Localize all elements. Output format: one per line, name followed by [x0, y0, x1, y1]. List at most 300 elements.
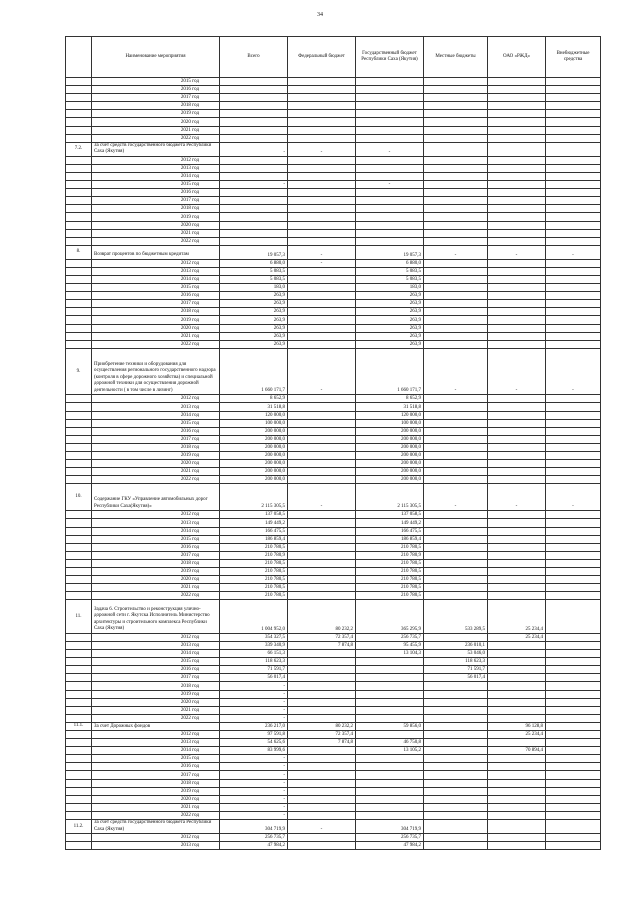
- value-cell: 256 735,7: [220, 834, 288, 842]
- value-cell: [288, 476, 356, 484]
- value-cell: [546, 110, 601, 118]
- value-cell: [424, 747, 488, 755]
- value-cell: [488, 308, 546, 316]
- value-cell: [288, 584, 356, 592]
- value-cell: 263,9: [220, 308, 288, 316]
- value-cell: [424, 511, 488, 519]
- table-row-year: [66, 755, 601, 763]
- row-number-cell: [66, 787, 92, 795]
- row-number-cell: [66, 795, 92, 803]
- table-row-year: [66, 658, 601, 666]
- row-name-cell: 2013 год: [92, 641, 220, 649]
- value-cell: [546, 435, 601, 443]
- row-number-cell: [66, 731, 92, 739]
- value-cell: [424, 259, 488, 267]
- row-number-cell: [66, 543, 92, 551]
- value-cell: -: [220, 682, 288, 690]
- row-name-cell: 2015 год: [92, 535, 220, 543]
- value-cell: [356, 690, 424, 698]
- value-cell: [356, 164, 424, 172]
- table-row-year: [66, 419, 601, 427]
- value-cell: [288, 650, 356, 658]
- value-cell: [488, 419, 546, 427]
- value-cell: [488, 213, 546, 221]
- value-cell: [288, 134, 356, 142]
- value-cell: [488, 674, 546, 682]
- value-cell: [488, 300, 546, 308]
- value-cell: [424, 86, 488, 94]
- value-cell: 263,9: [356, 332, 424, 340]
- value-cell: [546, 181, 601, 189]
- value-cell: [488, 126, 546, 134]
- value-cell: [220, 102, 288, 110]
- value-cell: 66 151,3: [220, 650, 288, 658]
- value-cell: [488, 460, 546, 468]
- row-number-cell: [66, 674, 92, 682]
- value-cell: [546, 340, 601, 348]
- table-row-year: [66, 527, 601, 535]
- value-cell: [288, 284, 356, 292]
- value-cell: [546, 197, 601, 205]
- value-cell: 53 046,0: [424, 650, 488, 658]
- value-cell: 25 234,4: [488, 731, 546, 739]
- row-number-cell: [66, 102, 92, 110]
- value-cell: [424, 213, 488, 221]
- table-row-year: [66, 568, 601, 576]
- value-cell: [288, 126, 356, 134]
- value-cell: 166 475,5: [356, 527, 424, 535]
- value-cell: -: [288, 142, 356, 156]
- row-number-cell: [66, 259, 92, 267]
- value-cell: [424, 300, 488, 308]
- value-cell: [424, 731, 488, 739]
- table-row-section: [66, 820, 601, 834]
- row-name-cell: 2014 год: [92, 747, 220, 755]
- value-cell: [288, 576, 356, 584]
- value-cell: [356, 787, 424, 795]
- row-number-cell: [66, 118, 92, 126]
- value-cell: 256 735,7: [356, 834, 424, 842]
- value-cell: 210 780,9: [356, 551, 424, 559]
- value-cell: [488, 820, 546, 834]
- value-cell: [546, 275, 601, 283]
- row-number-cell: [66, 403, 92, 411]
- row-name-cell: 2021 год: [92, 332, 220, 340]
- value-cell: [220, 237, 288, 245]
- table-row-year: [66, 172, 601, 180]
- value-cell: [356, 102, 424, 110]
- row-number-cell: [66, 592, 92, 600]
- table-row-year: [66, 259, 601, 267]
- row-name-cell: 2012 год: [92, 731, 220, 739]
- row-name-cell: 2021 год: [92, 468, 220, 476]
- value-cell: -: [424, 348, 488, 395]
- value-cell: 118 623,3: [220, 658, 288, 666]
- table-row-year: [66, 795, 601, 803]
- value-cell: [488, 229, 546, 237]
- row-number-cell: [66, 78, 92, 86]
- value-cell: [546, 229, 601, 237]
- value-cell: [488, 275, 546, 283]
- value-cell: [488, 118, 546, 126]
- row-name-cell: 2012 год: [92, 633, 220, 641]
- value-cell: [288, 698, 356, 706]
- value-cell: [488, 189, 546, 197]
- value-cell: [546, 747, 601, 755]
- value-cell: [220, 229, 288, 237]
- value-cell: 263,9: [220, 292, 288, 300]
- value-cell: [424, 78, 488, 86]
- row-number-cell: [66, 181, 92, 189]
- value-cell: [488, 164, 546, 172]
- value-cell: [488, 576, 546, 584]
- value-cell: [424, 722, 488, 730]
- value-cell: 71 591,7: [424, 666, 488, 674]
- value-cell: 200 000,0: [220, 476, 288, 484]
- table-row-year: [66, 308, 601, 316]
- value-cell: 7 874,8: [288, 739, 356, 747]
- row-name-cell: 2021 год: [92, 803, 220, 811]
- value-cell: 210 780,5: [220, 576, 288, 584]
- table-row-year: [66, 94, 601, 102]
- row-number-cell: [66, 658, 92, 666]
- row-number-cell: [66, 237, 92, 245]
- value-cell: [424, 771, 488, 779]
- value-cell: [488, 205, 546, 213]
- table-row-section: [66, 348, 601, 395]
- value-cell: 166 475,5: [220, 527, 288, 535]
- value-cell: -: [220, 771, 288, 779]
- value-cell: [356, 795, 424, 803]
- value-cell: [488, 739, 546, 747]
- value-cell: [488, 650, 546, 658]
- value-cell: [424, 118, 488, 126]
- value-cell: [488, 476, 546, 484]
- row-number-cell: [66, 576, 92, 584]
- table-row-year: [66, 427, 601, 435]
- value-cell: [546, 795, 601, 803]
- table-row-year: [66, 803, 601, 811]
- row-number-cell: [66, 551, 92, 559]
- value-cell: 149 449,2: [356, 519, 424, 527]
- value-cell: [288, 172, 356, 180]
- value-cell: [546, 698, 601, 706]
- row-number-cell: [66, 511, 92, 519]
- value-cell: [288, 411, 356, 419]
- table-row-year: [66, 674, 601, 682]
- value-cell: -: [220, 181, 288, 189]
- value-cell: [356, 78, 424, 86]
- value-cell: [288, 527, 356, 535]
- table-row-year: [66, 229, 601, 237]
- value-cell: 263,9: [356, 324, 424, 332]
- value-cell: [288, 189, 356, 197]
- value-cell: 95 455,9: [356, 641, 424, 649]
- value-cell: [288, 666, 356, 674]
- table-row-year: [66, 559, 601, 567]
- value-cell: 5 083,5: [356, 267, 424, 275]
- value-cell: 200 000,0: [356, 443, 424, 451]
- table-row-year: [66, 811, 601, 819]
- value-cell: [424, 134, 488, 142]
- value-cell: [288, 324, 356, 332]
- table-row-year: [66, 584, 601, 592]
- value-cell: [288, 181, 356, 189]
- value-cell: [488, 706, 546, 714]
- row-number-cell: [66, 275, 92, 283]
- value-cell: -: [220, 714, 288, 722]
- value-cell: [488, 284, 546, 292]
- table-row-year: [66, 205, 601, 213]
- value-cell: [356, 205, 424, 213]
- value-cell: [356, 229, 424, 237]
- value-cell: [488, 787, 546, 795]
- table-row-year: [66, 164, 601, 172]
- value-cell: [424, 451, 488, 459]
- value-cell: 263,9: [220, 316, 288, 324]
- row-number-cell: [66, 519, 92, 527]
- value-cell: [288, 118, 356, 126]
- table-row-section: [66, 722, 601, 730]
- value-cell: [424, 551, 488, 559]
- row-number-cell: [66, 755, 92, 763]
- row-number-cell: [66, 213, 92, 221]
- value-cell: [424, 324, 488, 332]
- column-header: Внебюджетные средства: [546, 37, 601, 78]
- value-cell: [424, 435, 488, 443]
- row-name-cell: 2020 год: [92, 576, 220, 584]
- value-cell: [488, 543, 546, 551]
- value-cell: [488, 451, 546, 459]
- value-cell: [488, 584, 546, 592]
- value-cell: [356, 698, 424, 706]
- value-cell: [220, 221, 288, 229]
- value-cell: [488, 551, 546, 559]
- value-cell: 96 128,8: [488, 722, 546, 730]
- value-cell: 13 105,2: [356, 747, 424, 755]
- value-cell: [424, 633, 488, 641]
- table-row-year: [66, 197, 601, 205]
- row-number-cell: [66, 476, 92, 484]
- row-name-cell: 2018 год: [92, 205, 220, 213]
- value-cell: [488, 803, 546, 811]
- row-name-cell: 2018 год: [92, 682, 220, 690]
- value-cell: [488, 763, 546, 771]
- value-cell: [546, 842, 601, 850]
- value-cell: [546, 706, 601, 714]
- value-cell: [546, 118, 601, 126]
- value-cell: [424, 221, 488, 229]
- value-cell: -: [288, 348, 356, 395]
- value-cell: 54 625,6: [220, 739, 288, 747]
- value-cell: [488, 427, 546, 435]
- row-name-cell: 2016 год: [92, 86, 220, 94]
- value-cell: 256 735,7: [356, 633, 424, 641]
- row-name-cell: 2017 год: [92, 435, 220, 443]
- value-cell: 200 000,0: [356, 468, 424, 476]
- value-cell: [288, 834, 356, 842]
- value-cell: [424, 156, 488, 164]
- value-cell: [488, 78, 546, 86]
- value-cell: -: [220, 755, 288, 763]
- row-number-cell: [66, 535, 92, 543]
- row-name-cell: 2013 год: [92, 739, 220, 747]
- row-number-cell: [66, 568, 92, 576]
- row-name-cell: 2014 год: [92, 527, 220, 535]
- row-name-cell: 2019 год: [92, 568, 220, 576]
- value-cell: [546, 576, 601, 584]
- row-name-cell: 2022 год: [92, 134, 220, 142]
- table-row-year: [66, 739, 601, 747]
- value-cell: 1 660 171,7: [356, 348, 424, 395]
- value-cell: [356, 156, 424, 164]
- value-cell: [546, 779, 601, 787]
- row-number-cell: [66, 834, 92, 842]
- value-cell: [288, 197, 356, 205]
- value-cell: [288, 221, 356, 229]
- row-name-cell: 2012 год: [92, 511, 220, 519]
- value-cell: 200 000,0: [220, 427, 288, 435]
- row-name-cell: За счет средств государственного бюджета Республики Саха (Якутия): [92, 142, 220, 156]
- value-cell: [356, 118, 424, 126]
- value-cell: [356, 674, 424, 682]
- value-cell: 200 000,0: [356, 451, 424, 459]
- value-cell: [356, 126, 424, 134]
- table-row-year: [66, 834, 601, 842]
- table-row-year: [66, 682, 601, 690]
- value-cell: 200 000,0: [356, 460, 424, 468]
- table-row-year: [66, 134, 601, 142]
- value-cell: 47 984,2: [356, 842, 424, 850]
- value-cell: [288, 110, 356, 118]
- value-cell: [546, 237, 601, 245]
- value-cell: [488, 340, 546, 348]
- row-name-cell: Содержание ГКУ «Управление автомобильных дорог Республики Саха(Якутия)»: [92, 484, 220, 511]
- value-cell: [546, 172, 601, 180]
- value-cell: 19 057,3: [220, 245, 288, 259]
- row-name-cell: 2012 год: [92, 395, 220, 403]
- table-row-year: [66, 543, 601, 551]
- row-name-cell: 2014 год: [92, 411, 220, 419]
- row-number-cell: [66, 395, 92, 403]
- value-cell: [288, 559, 356, 567]
- value-cell: 304 719,9: [356, 820, 424, 834]
- value-cell: [424, 690, 488, 698]
- value-cell: [546, 650, 601, 658]
- row-name-cell: Приобретение техники и оборудования для осуществления регионального государственного надзора (контроля в сфере дорожного хозяйства) и специальной дорожной техники для осуществления дорожной деятельности ( в том числе в лизинг): [92, 348, 220, 395]
- value-cell: 339 340,9: [220, 641, 288, 649]
- value-cell: [356, 189, 424, 197]
- value-cell: -: [220, 787, 288, 795]
- value-cell: [356, 706, 424, 714]
- value-cell: [356, 666, 424, 674]
- value-cell: [488, 535, 546, 543]
- row-name-cell: 2017 год: [92, 94, 220, 102]
- value-cell: -: [220, 811, 288, 819]
- value-cell: [424, 411, 488, 419]
- value-cell: [488, 292, 546, 300]
- value-cell: [424, 842, 488, 850]
- value-cell: [546, 739, 601, 747]
- value-cell: [546, 156, 601, 164]
- value-cell: 263,9: [356, 292, 424, 300]
- value-cell: [288, 451, 356, 459]
- value-cell: [288, 706, 356, 714]
- column-header: ОАО «РЖД»: [488, 37, 546, 78]
- row-name-cell: 2016 год: [92, 666, 220, 674]
- row-number-cell: [66, 698, 92, 706]
- row-number-cell: [66, 803, 92, 811]
- value-cell: -: [288, 259, 356, 267]
- value-cell: [488, 468, 546, 476]
- value-cell: [488, 682, 546, 690]
- value-cell: 5 083,5: [356, 275, 424, 283]
- value-cell: [356, 197, 424, 205]
- value-cell: [546, 395, 601, 403]
- value-cell: [288, 795, 356, 803]
- table-row-year: [66, 779, 601, 787]
- row-name-cell: 2013 год: [92, 164, 220, 172]
- value-cell: [424, 340, 488, 348]
- value-cell: [288, 94, 356, 102]
- value-cell: 72 357,4: [288, 731, 356, 739]
- value-cell: [546, 771, 601, 779]
- value-cell: [488, 795, 546, 803]
- value-cell: [424, 739, 488, 747]
- value-cell: [546, 308, 601, 316]
- row-number-cell: [66, 559, 92, 567]
- value-cell: [424, 755, 488, 763]
- row-number-cell: [66, 156, 92, 164]
- value-cell: [424, 811, 488, 819]
- table-row-section: [66, 142, 601, 156]
- value-cell: [288, 292, 356, 300]
- value-cell: [220, 164, 288, 172]
- value-cell: [424, 527, 488, 535]
- table-row-year: [66, 714, 601, 722]
- value-cell: [424, 535, 488, 543]
- value-cell: [488, 237, 546, 245]
- value-cell: [220, 126, 288, 134]
- row-name-cell: 2016 год: [92, 543, 220, 551]
- value-cell: [288, 682, 356, 690]
- table-row-year: [66, 332, 601, 340]
- value-cell: [220, 134, 288, 142]
- value-cell: [546, 535, 601, 543]
- row-name-cell: 2021 год: [92, 229, 220, 237]
- value-cell: [488, 771, 546, 779]
- table-row-year: [66, 551, 601, 559]
- table-row-year: [66, 460, 601, 468]
- value-cell: 263,9: [220, 332, 288, 340]
- value-cell: [546, 763, 601, 771]
- row-name-cell: Возврат процентов по бюджетным кредитам: [92, 245, 220, 259]
- value-cell: 47 984,2: [220, 842, 288, 850]
- row-name-cell: 2015 год: [92, 658, 220, 666]
- value-cell: 25 234,4: [488, 633, 546, 641]
- table-row-year: [66, 213, 601, 221]
- value-cell: [488, 142, 546, 156]
- row-name-cell: 2014 год: [92, 650, 220, 658]
- table-row-year: [66, 731, 601, 739]
- value-cell: 210 780,5: [356, 592, 424, 600]
- value-cell: [546, 468, 601, 476]
- row-name-cell: 2018 год: [92, 779, 220, 787]
- value-cell: [356, 110, 424, 118]
- value-cell: [356, 682, 424, 690]
- row-name-cell: 2012 год: [92, 834, 220, 842]
- table-row-year: [66, 267, 601, 275]
